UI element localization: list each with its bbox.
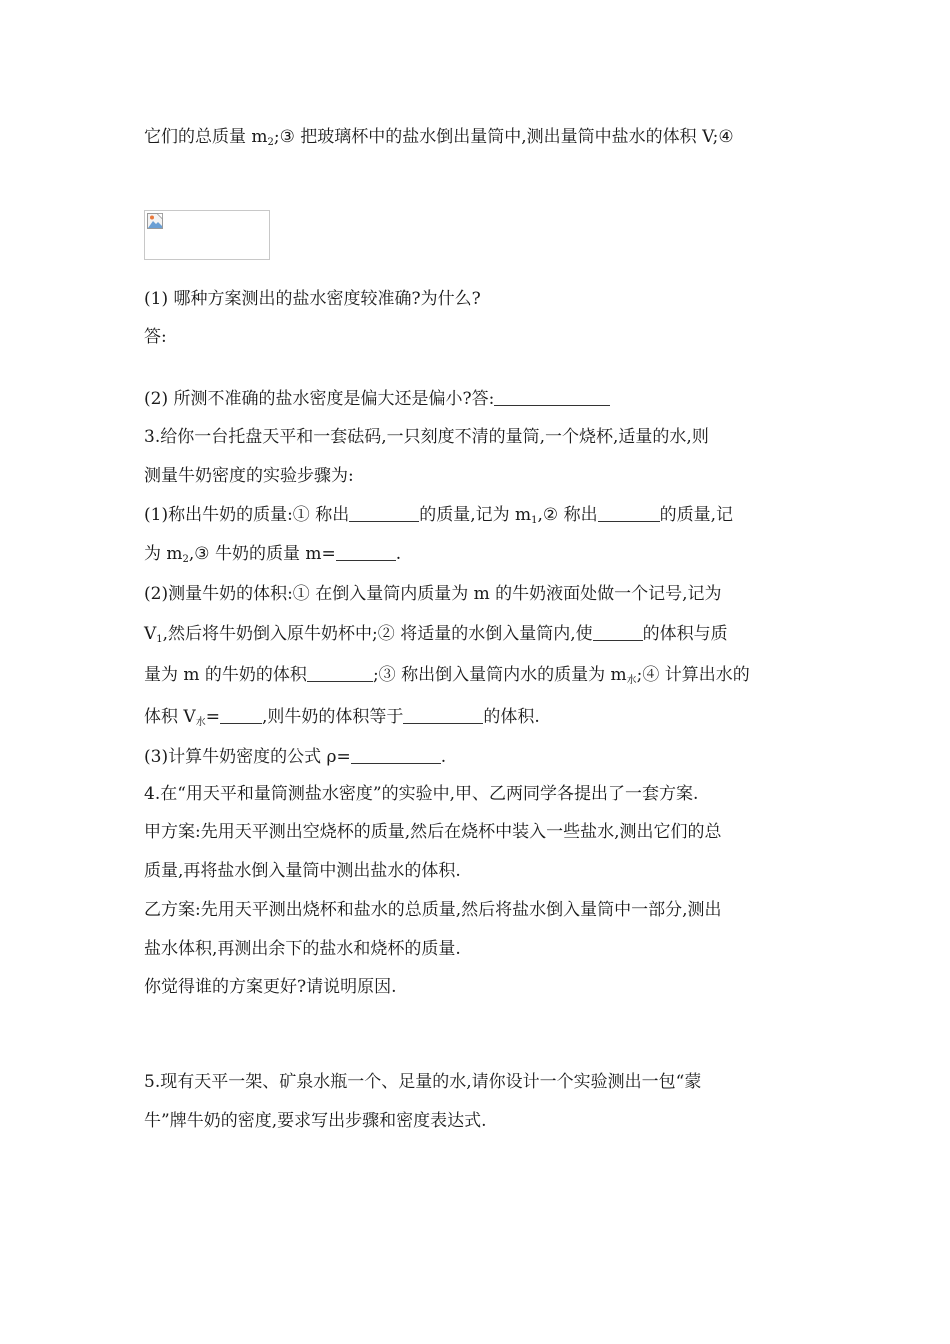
step-3: (3)计算牛奶密度的公式 ρ= . bbox=[144, 747, 447, 767]
question-2: (2) 所测不准确的盐水密度是偏大还是偏小?答: bbox=[144, 388, 814, 410]
problem-3-line-1: 3.给你一台托盘天平和一套砝码,一只刻度不清的量筒,一个烧杯,适量的水,则 bbox=[144, 427, 709, 447]
problem-4-line-5: 盐水体积,再测出余下的盐水和烧杯的质量. bbox=[144, 939, 461, 959]
broken-image-icon bbox=[147, 213, 163, 229]
step-1: (1)称出牛奶的质量:① 称出 的质量,记为 $m_1,②$ 称出 的质量,记 bbox=[144, 505, 733, 526]
text-line: 它们的总质量 $m_2;③$ 把玻璃杯中的盐水倒出量筒中,测出量筒中盐水的体积 V;④ bbox=[144, 127, 734, 148]
fill-blank[interactable] bbox=[349, 505, 419, 522]
step-2: (2)测量牛奶的体积:① 在倒入量筒内质量为 m 的牛奶液面处做一个记号,记为 bbox=[144, 584, 722, 604]
question-1: (1) 哪种方案测出的盐水密度较准确?为什么? bbox=[144, 289, 481, 309]
problem-4-line-6: 你觉得谁的方案更好?请说明原因. bbox=[144, 977, 397, 997]
step-2-cont-3: 体积 $V_水=$ ,则牛奶的体积等于 的体积. bbox=[144, 707, 540, 728]
problem-4-line-4: 乙方案:先用天平测出烧杯和盐水的总质量,然后将盐水倒入量筒中一部分,测出 bbox=[144, 900, 722, 920]
problem-4-line-1: 4.在“用天平和量筒测盐水密度”的实验中,甲、乙两同学各提出了一套方案. bbox=[144, 784, 699, 804]
problem-5-line-1: 5.现有天平一架、矿泉水瓶一个、足量的水,请你设计一个实验测出一包“蒙 bbox=[144, 1072, 702, 1092]
problem-5-line-2: 牛”牌牛奶的密度,要求写出步骤和密度表达式. bbox=[144, 1111, 487, 1131]
problem-4-line-2: 甲方案:先用天平测出空烧杯的质量,然后在烧杯中装入一些盐水,测出它们的总 bbox=[144, 822, 722, 842]
step-2-cont-2: 量为 m 的牛奶的体积 ;③ 称出倒入量筒内水的质量为 $m_水;④$ 计算出水的 bbox=[144, 665, 750, 686]
answer-label: 答: bbox=[144, 327, 167, 347]
image-placeholder bbox=[144, 210, 270, 260]
answer-blank[interactable] bbox=[494, 389, 610, 406]
problem-3-line-2: 测量牛奶密度的实验步骤为: bbox=[144, 466, 354, 486]
fill-blank[interactable] bbox=[598, 505, 660, 522]
fill-blank[interactable] bbox=[220, 707, 262, 724]
fill-blank[interactable] bbox=[336, 544, 396, 561]
fill-blank[interactable] bbox=[351, 747, 441, 764]
fill-blank[interactable] bbox=[593, 624, 643, 641]
step-2-cont-1: $V_1$,然后将牛奶倒入原牛奶杯中;② 将适量的水倒入量筒内,使 的体积与质 bbox=[144, 624, 728, 645]
fill-blank[interactable] bbox=[403, 707, 483, 724]
problem-4-line-3: 质量,再将盐水倒入量筒中测出盐水的体积. bbox=[144, 861, 461, 881]
fill-blank[interactable] bbox=[307, 665, 373, 682]
step-1-cont: 为 $m_2,③$ 牛奶的质量 m= . bbox=[144, 544, 402, 565]
